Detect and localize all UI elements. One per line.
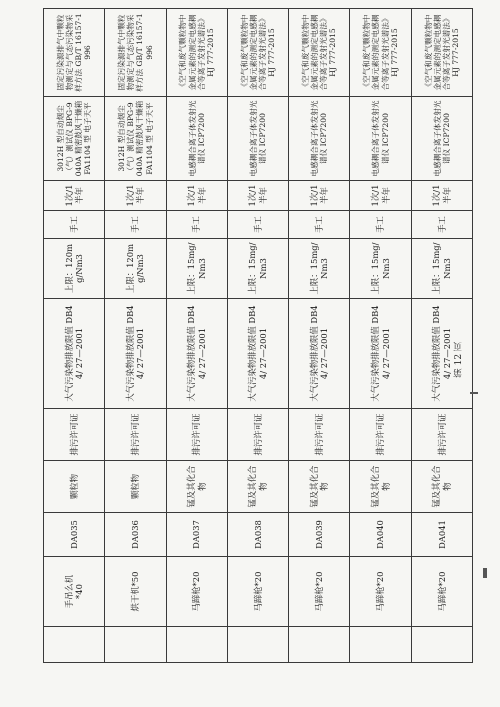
limit-cell: 上限：15mg/Nm3	[166, 239, 227, 299]
limit-cell: 上限：120mg/Nm3	[44, 239, 105, 299]
method-cell: 《空气和废气颗粒物中金属元素的测定电感耦合等离子发射光谱法》HJ 777-2015	[227, 9, 288, 97]
basis-cell: 排污许可证	[411, 409, 472, 461]
limit-cell: 上限：120mg/Nm3	[105, 239, 166, 299]
blank-cell	[411, 627, 472, 663]
freq-cell: 1次/1半年	[166, 181, 227, 211]
code-cell: DA038	[227, 513, 288, 557]
workshop-cell: 马蹄枪*20	[227, 557, 288, 627]
standard-cell: 大气污染物排放限值 DB44/ 27—2001	[166, 299, 227, 409]
device-cell: 电感耦合离子体发射光谱仪 ICP7200	[166, 97, 227, 181]
edge-mark	[483, 568, 487, 578]
blank-cell	[289, 627, 350, 663]
basis-cell: 排污许可证	[289, 409, 350, 461]
basis-cell: 排污许可证	[105, 409, 166, 461]
code-cell: DA041	[411, 513, 472, 557]
monitoring-table	[43, 8, 473, 663]
workshop-label: 手吊么机	[63, 574, 74, 609]
standard-cell: 大气污染物排放限值 DB44/ 27—2001	[44, 299, 105, 409]
basis-cell: 排污许可证	[166, 409, 227, 461]
freq-cell: 1次/1半年	[105, 181, 166, 211]
table-row	[105, 9, 166, 663]
blank-cell	[166, 627, 227, 663]
pollutant-cell: 锰及其化合物	[289, 461, 350, 513]
mode-cell: 手工	[105, 211, 166, 239]
mode-cell: 手工	[289, 211, 350, 239]
mode-cell: 手工	[166, 211, 227, 239]
mode-cell: 手工	[44, 211, 105, 239]
table-row	[289, 9, 350, 663]
basis-cell: 排污许可证	[350, 409, 411, 461]
workshop-cell: 马蹄枪*20	[411, 557, 472, 627]
pollutant-cell: 颗粒物	[44, 461, 105, 513]
basis-cell: 排污许可证	[44, 409, 105, 461]
limit-cell: 上限：15mg/Nm3	[350, 239, 411, 299]
workshop-count: *40	[74, 584, 85, 599]
pollutant-cell: 锰及其化合物	[166, 461, 227, 513]
page-number: 第 12 页	[454, 342, 464, 378]
pollutant-cell: 锰及其化合物	[350, 461, 411, 513]
standard-cell: 大气污染物排放限值 DB44/ 27—2001	[411, 299, 472, 409]
freq-cell: 1次/1半年	[289, 181, 350, 211]
freq-cell: 1次/1半年	[350, 181, 411, 211]
limit-cell: 上限：15mg/Nm3	[289, 239, 350, 299]
method-cell: 《空气和废气颗粒物中金属元素的测定电感耦合等离子发射光谱法》HJ 777-2015	[289, 9, 350, 97]
pollutant-cell: 锰及其化合物	[227, 461, 288, 513]
table-body	[44, 9, 473, 663]
standard-cell: 大气污染物排放限值 DB44/ 27—2001	[350, 299, 411, 409]
method-cell: 固定污染源排气中颗粒物测定与气态污染物采样方法 GB/T 16157-1996	[44, 9, 105, 97]
mode-cell: 手工	[227, 211, 288, 239]
workshop-cell: 马蹄枪*20	[289, 557, 350, 627]
limit-cell: 上限：15mg/Nm3	[411, 239, 472, 299]
table-row	[227, 9, 288, 663]
standard-cell: 大气污染物排放限值 DB44/ 27—2001	[289, 299, 350, 409]
mode-cell: 手工	[350, 211, 411, 239]
basis-cell: 排污许可证	[227, 409, 288, 461]
workshop-cell: 马蹄枪*20	[350, 557, 411, 627]
mode-cell: 手工	[411, 211, 472, 239]
device-cell: 电感耦合离子体发射光谱仪 ICP7200	[289, 97, 350, 181]
blank-cell	[350, 627, 411, 663]
device-cell: 电感耦合离子体发射光谱仪 ICP7200	[411, 97, 472, 181]
code-cell: DA035	[44, 513, 105, 557]
device-cell: 电感耦合离子体发射光谱仪 ICP7200	[350, 97, 411, 181]
method-cell: 《空气和废气颗粒物中金属元素的测定电感耦合等离子发射光谱法》HJ 777-2015	[350, 9, 411, 97]
freq-cell: 1次/1半年	[44, 181, 105, 211]
blank-cell	[44, 627, 105, 663]
freq-cell: 1次/1半年	[411, 181, 472, 211]
table-row	[44, 9, 105, 663]
rotated-page	[43, 9, 473, 663]
limit-cell: 上限：15mg/Nm3	[227, 239, 288, 299]
table-row	[350, 9, 411, 663]
method-cell: 《空气和废气颗粒物中金属元素的测定电感耦合等离子发射光谱法》HJ 777-2015	[411, 9, 472, 97]
standard-cell: 大气污染物排放限值 DB44/ 27—2001	[105, 299, 166, 409]
code-cell: DA036	[105, 513, 166, 557]
pollutant-cell: 锰及其化合物	[411, 461, 472, 513]
workshop-cell	[44, 557, 105, 627]
freq-cell: 1次/1半年	[227, 181, 288, 211]
code-cell: DA040	[350, 513, 411, 557]
device-cell: 电感耦合离子体发射光谱仪 ICP7200	[227, 97, 288, 181]
table-row	[166, 9, 227, 663]
standard-cell: 大气污染物排放限值 DB44/ 27—2001	[227, 299, 288, 409]
pollutant-cell: 颗粒物	[105, 461, 166, 513]
code-cell: DA037	[166, 513, 227, 557]
edge-mark	[470, 392, 478, 394]
device-cell: 3012H 型自动烟尘（气）测试仪 BPG-9040A 精密鼓风干燥箱 FA1104 型 电子天平	[105, 97, 166, 181]
device-cell: 3012H 型自动烟尘（气）测试仪 BPG-9040A 精密鼓风干燥箱 FA1104 型 电子天平	[44, 97, 105, 181]
blank-cell	[227, 627, 288, 663]
method-cell: 《空气和废气颗粒物中金属元素的测定电感耦合等离子发射光谱法》HJ 777-2015	[166, 9, 227, 97]
blank-cell	[105, 627, 166, 663]
code-cell: DA039	[289, 513, 350, 557]
workshop-cell: 马蹄枪*20	[166, 557, 227, 627]
method-cell: 固定污染源排气中颗粒物测定与气态污染物采样方法 GB/T 16157-1996	[105, 9, 166, 97]
table-row	[411, 9, 472, 663]
workshop-cell: 烘干机*50	[105, 557, 166, 627]
